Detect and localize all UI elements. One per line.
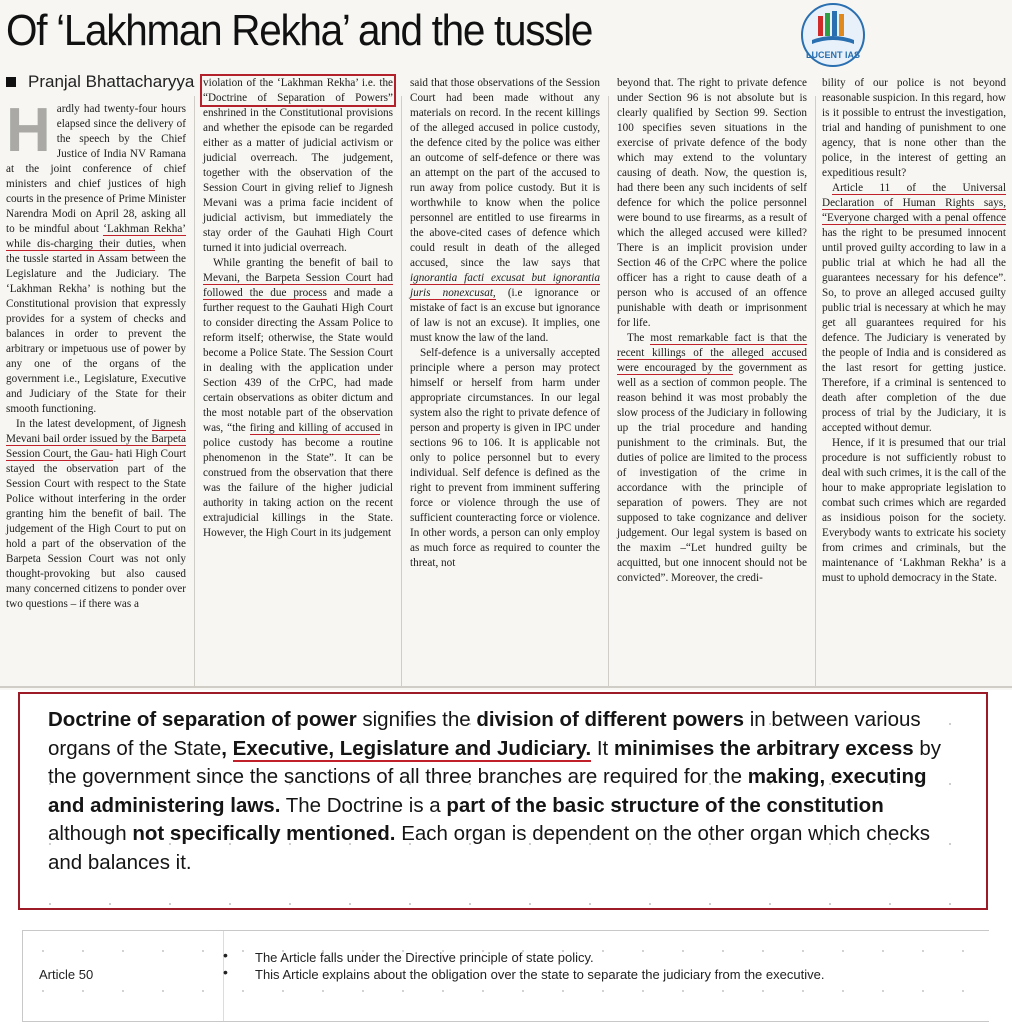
underlined-phrase: most remarkable fact is that the recent killings of the alleged accused were encouraged by the: [617, 332, 807, 374]
article-column-3: said that those observations of the Session Court had been made without any materials on record. In the recent killings of the alleged accused in police custody, the defence cited by the police was either an outcome of self-defence or there was an attempt on the part of the accused to run away from police custody. But it is worthwhile to know when the police personnel are entitled to use firearms in the above-cited cases of defence which could result in death of the alleged accused, since the law says that ignorantia facti excusat but ignorantia juris nonexcusat, (i.e ignorance or mistake of fact is an excuse but ignorance of law is not an excuse). It implies, one must know the law of the land. Self-defence is a universally accepted principle where a person may protect himself or herself from harm under appropriate circumstances. In our legal system also the right to private defence of person and property is given in IPC under sections 96 to 106. It is applicable not only to police personnel but to every individual. Self defence is defined as the right to prevent from imminent suffering force or violence through the use of sufficient counteracting force or violence. In other words, a person can only employ as much force as required to counter the threat, not: [410, 77, 600, 569]
list-item: • The Article falls under the Directive principle of state policy.: [223, 947, 594, 965]
article-50-table: [22, 930, 989, 1022]
underlined-phrase: ignorantia facti excusat but ignorantia juris nonexcusat,: [410, 272, 600, 299]
article-column-5: bility of our police is not beyond reasonable suspicion. In this regard, how is it possible to entrust the investigation, trial and handing of punishment to one agency, that is none other than the police, in the interest of getting an expeditious result? Article 11 of the Universal Declaration of Human Rights says, “Everyone charged with a penal offence has the right to be presumed innocent until proved guilty according to law in a public trial at which he had all the guarantees necessary for his defence”. So, to prove an alleged accused guilty public trial is necessary at which he may get all guarantees required for his defence. The Judiciary is venerated by the people of India and is considered as the last resort for getting justice. Therefore, if a criminal is sentenced to death after completion of the due process of trial by the Judiciary, it is accepted without demur. Hence, if it is presumed that our trial procedure is not sufficiently robust to deal with such crimes, it is the call of the hour to make appropriate legislation to combat such crimes which are regarded as insidious poison for the society. Everybody wants to extricate his society from crimes and criminals, but the maintenance of ‘Lakhman Rekha’ is a must to uphold democracy in the State.: [822, 77, 1006, 584]
underlined-phrase: firing and killing of accused: [249, 422, 381, 434]
underlined-phrase: ‘Lakhman Rekha’ while dis-charging their duties,: [6, 223, 187, 250]
doctrine-note-box: Doctrine of separation of power signifies the division of different powers in between various organs of the State, Executive, Legislature and Judiciary. It minimises the arbitrary excess by the government since the sanctions of all three branches are required for the making, executing and administering laws. The Doctrine is a part of the basic structure of the constitution although not specifically mentioned. Each organ is dependent on the other organ which checks and balances it.: [18, 692, 988, 910]
byline-bullet: [6, 77, 16, 87]
bullet-icon: •: [223, 964, 228, 980]
column-divider: [608, 96, 609, 686]
article-headline: Of ‘Lakhman Rekha’ and the tussle: [6, 6, 593, 55]
underlined-phrase: Article 11 of the Universal Declaration of Human Rights says, “Everyone charged with a penal offence: [822, 182, 1006, 224]
lucent-ias-logo: [790, 2, 876, 68]
article-bullet-list: [223, 947, 895, 983]
underlined-phrase: Jignesh Mevani bail order issued by the Barpeta Session Court, the Gau-: [6, 418, 187, 460]
logo-text: LUCENT IAS: [806, 50, 860, 60]
drop-cap: H: [6, 96, 51, 165]
list-item: • This Article explains about the obligation over the state to separate the judiciary from the executive.: [223, 964, 825, 982]
column-divider: [815, 96, 816, 686]
author-name: Pranjal Bhattacharyya: [28, 72, 195, 91]
underlined-organs: Executive, Legislature and Judiciary.: [232, 736, 592, 760]
article-column-1: Hardly had twenty-four hours elapsed since the delivery of the speech by the Chief Justice of India NV Ramana at the joint conference of chief ministers and chief justices of high courts in the presence of Prime Minister Narendra Modi on April 28, asking all to be mindful about ‘Lakhman Rekha’ while dis-charging their duties, when the tussle started in Assam between the Legislature and the Judiciary. The ‘Lakhman Rekha’ is nothing but the Constitutional provision that expressly provides for a system of checks and balances in order to prevent the arbitrary or impetuous use of power by any one of the organs of the government i.e., Legislature, Executive and Judiciary of the State for their smooth functioning. In the latest development, of Jignesh Mevani bail order issued by the Barpeta Session Court, the Gau- hati High Court stayed the observation part of the Session Court with respect to the State Police without interfering in the order granting him the benefit of bail. The judgement of the High Court to put on hold a part of the observation of the Barpeta Session Court was not only thought-provoking but also caused many concerned citizens to ponder over two questions – if there was a: [6, 96, 187, 610]
article-column-4: beyond that. The right to private defence under Section 96 is not absolute but is clearly qualified by Section 99. Section 100 specifies seven situations in the exercise of private defence of the body which may extend to the voluntary causing of death. Now, the question is, had there been any such incidents of self defence for which the police personnel were bound to use firearms, as a result of which the alleged accused were killed? There is an implicit provision under Section 46 of the CrPC where the police officer has a right to cause death of a person who is accused of an offence punishable with death or imprisonment for life. The most remarkable fact is that the recent killings of the alleged accused were encouraged by the government as well as a section of common people. The reason behind it was most probably the slow process of the Judiciary in following up the trial procedure and handing punishment to the criminals. But, the duties of police are limited to the process of investigation of the crime in accordance with the principle of separation of powers. They are not supposed to take cognizance and deliver judgement. Our legal system is based on the maxim –“Let hundred guilty be acquitted, but one innocent should not be convicted”. Moreover, the credi-: [617, 77, 808, 584]
clipping-bottom-rule: [0, 686, 1012, 688]
underlined-phrase: Mevani, the Barpeta Session Court had followed the due process: [203, 272, 393, 299]
column-divider: [194, 96, 195, 686]
article-label: Article 50: [39, 967, 94, 982]
bullet-icon: •: [223, 947, 228, 963]
article-column-2: violation of the ‘Lakhman Rekha’ i.e. the “Doctrine of Separation of Powers” enshrined in the Constitutional provisions and whether the episode can be regarded either as a matter of judicial activism or judicial overreach. The judgement, together with the observation of the Session Court in giving relief to Jignesh Mevani was a prima facie incident of judicial activism, but immediately the stay order of the Gauhati High Court turned it into judicial overreach. While granting the benefit of bail to Mevani, the Barpeta Session Court had followed the due process and made a further request to the Gauhati High Court to consider directing the Assam Police to reform itself; otherwise, the State would become a Police State. The Session Court in dealing with the application under Section 439 of the CrPC, had made certain observations as obiter dictum and the most notable part of the observation was, “the firing and killing of accused in police custody has become a routine phenomenon in the State”. It can be construed from the observation that there was the failure of the higher judicial authority in taking action on the recent extrajudicial killings in the State. However, the High Court in its judgement: [203, 77, 394, 539]
column-divider: [401, 96, 402, 686]
byline: [6, 72, 194, 92]
boxed-phrase-doctrine: violation of the ‘Lakhman Rekha’ i.e. the “Doctrine of Separation of Powers”: [203, 77, 393, 104]
